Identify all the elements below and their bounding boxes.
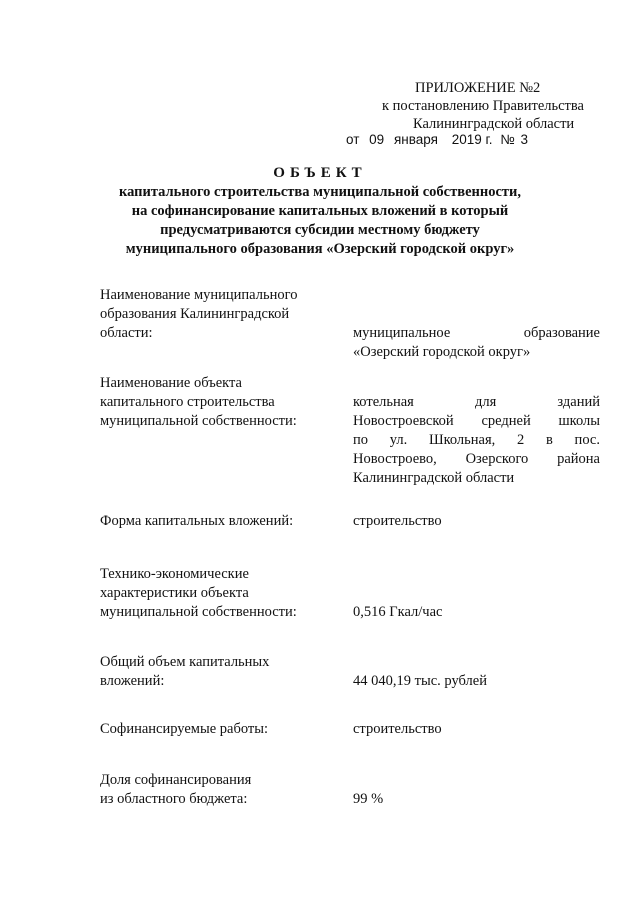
label-line: Технико-экономические (100, 566, 249, 582)
document-title: ОБЪЕКТ (273, 165, 367, 181)
value-line: по ул. Школьная, 2 в пос. (353, 432, 600, 448)
document-subtitle (0, 183, 640, 259)
value-line: 99 % (353, 791, 384, 807)
field-label (100, 771, 340, 809)
subtitle-line: на софинансирование капитальных вложений в который (131, 203, 509, 219)
label-line: Наименование муниципального (100, 287, 298, 303)
value-line: «Озерский городской округ» (353, 344, 531, 360)
field-label (100, 512, 340, 531)
label-line: Софинансируемые работы: (100, 721, 268, 737)
date-month: января (393, 132, 438, 147)
label-line: Наименование объекта (100, 375, 242, 391)
date-day: 09 (369, 132, 385, 147)
subtitle-line: муниципального образования «Озерский городской округ» (125, 241, 515, 257)
appendix-date-line (346, 131, 528, 149)
value-line: 44 040,19 тыс. рублей (353, 673, 487, 689)
field-value (353, 512, 600, 531)
appendix-title: ПРИЛОЖЕНИЕ №2 (415, 80, 541, 96)
date-year: 2019 г. (451, 132, 493, 147)
field-value (353, 393, 600, 488)
label-line: вложений: (100, 673, 165, 689)
value-line: строительство (353, 721, 442, 737)
value-line: строительство (353, 513, 442, 529)
field-value (353, 603, 600, 622)
appendix-region: Калининградской области (413, 116, 575, 132)
number-value: 3 (520, 132, 529, 147)
label-line: области: (100, 325, 153, 341)
label-line: Общий объем капитальных (100, 654, 270, 670)
label-line: образования Калининградской (100, 306, 290, 322)
field-value (353, 324, 600, 362)
field-value (353, 720, 600, 739)
value-line: Калининградской области (353, 470, 515, 486)
field-label (100, 286, 340, 343)
label-line: Доля софинансирования (100, 772, 252, 788)
value-line: котельная для зданий (353, 394, 600, 410)
label-line: муниципальной собственности: (100, 604, 297, 620)
date-prefix: от (346, 132, 360, 147)
value-line: 0,516 Гкал/час (353, 604, 443, 620)
field-label (100, 565, 340, 622)
label-line: из областного бюджета: (100, 791, 248, 807)
subtitle-line: предусматриваются субсидии местному бюджету (160, 222, 480, 238)
field-label (100, 720, 340, 739)
label-line: характеристики объекта (100, 585, 249, 601)
appendix-subtitle: к постановлению Правительства (382, 98, 584, 114)
number-prefix: № (500, 132, 515, 147)
field-label (100, 374, 340, 431)
field-label (100, 653, 340, 691)
label-line: муниципальной собственности: (100, 413, 297, 429)
value-line: Новостроевской средней школы (353, 413, 600, 429)
subtitle-line: капитального строительства муниципальной собственности, (118, 184, 522, 200)
label-line: капитального строительства (100, 394, 275, 410)
value-line: Новостроево, Озерского района (353, 451, 600, 467)
value-line: муниципальное образование (353, 325, 600, 341)
field-value (353, 790, 600, 809)
appendix-header (0, 0, 640, 150)
field-value (353, 672, 600, 691)
label-line: Форма капитальных вложений: (100, 513, 294, 529)
